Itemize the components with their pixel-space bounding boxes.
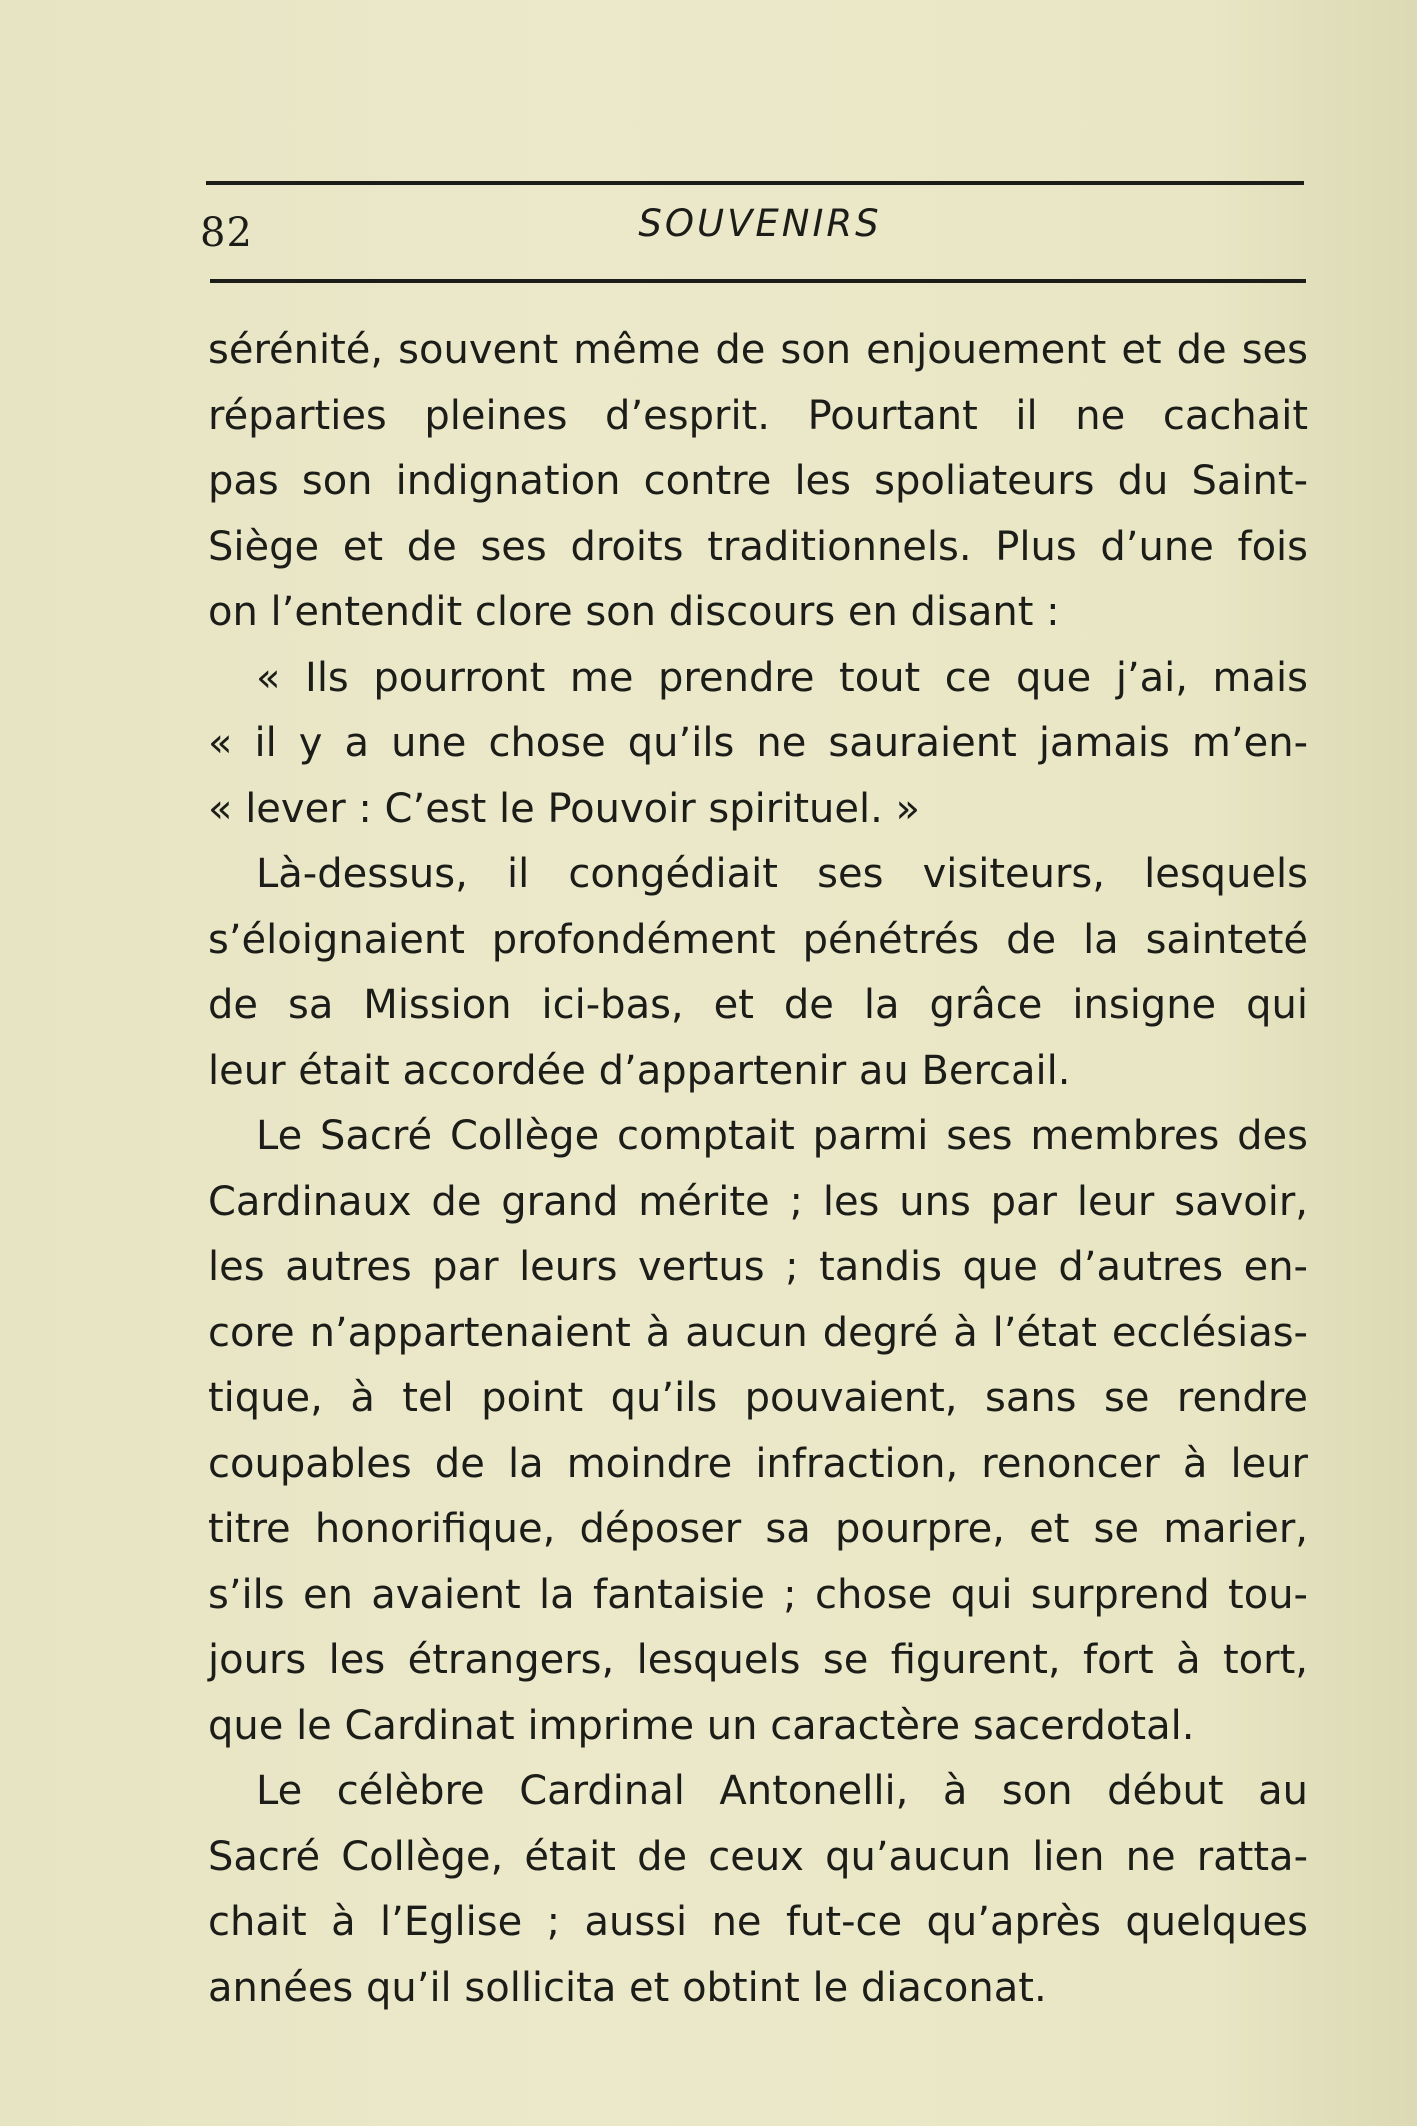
text-line: titre honorifique, déposer sa pourpre, et se marier,	[208, 1506, 1308, 1552]
text-line: de sa Mission ici-bas, et de la grâce insigne qui	[208, 982, 1308, 1028]
text-line: Le Sacré Collège comptait parmi ses membres des	[256, 1113, 1308, 1159]
text-line: s’ils en avaient la fantaisie ; chose qui surprend tou-	[208, 1571, 1308, 1618]
text-line: sérénité, souvent même de son enjouement et de ses	[208, 327, 1308, 373]
text-line: s’éloignaient profondément pénétrés de la sainteté	[208, 916, 1308, 963]
text-line: coupables de la moindre infraction, renoncer à leur	[208, 1440, 1308, 1487]
text-line: jours les étrangers, lesquels se figurent, fort à tort,	[208, 1637, 1308, 1683]
text-line: les autres par leurs vertus ; tandis que d’autres en-	[208, 1244, 1308, 1290]
text-line: Là-dessus, il congédiait ses visiteurs, lesquels	[256, 851, 1308, 897]
header-bottom-rule	[210, 279, 1306, 283]
text-line: core n’appartenaient à aucun degré à l’état ecclésias-	[208, 1309, 1308, 1356]
running-head: SOUVENIRS	[638, 202, 882, 245]
text-line: réparties pleines d’esprit. Pourtant il ne cachait	[208, 392, 1308, 439]
text-line: on l’entendit clore son discours en disant :	[208, 589, 1060, 635]
text-line: Sacré Collège, était de ceux qu’aucun lien ne ratta-	[208, 1833, 1308, 1880]
text-line: leur était accordée d’appartenir au Bercail.	[208, 1047, 1071, 1094]
text-line: Le célèbre Cardinal Antonelli, à son début au	[256, 1768, 1308, 1814]
text-line: « Ils pourront me prendre tout ce que j’ai, mais	[256, 654, 1308, 701]
text-line: que le Cardinat imprime un caractère sacerdotal.	[208, 1702, 1195, 1749]
text-line: tique, à tel point qu’ils pouvaient, sans se rendre	[208, 1375, 1308, 1421]
text-line: « lever : C’est le Pouvoir spirituel. »	[208, 785, 920, 832]
body-text	[208, 318, 1308, 2021]
text-line: années qu’il sollicita et obtint le diaconat.	[208, 1964, 1047, 2011]
text-line: pas son indignation contre les spoliateurs du Saint-	[208, 458, 1308, 504]
text-line: chait à l’Eglise ; aussi ne fut-ce qu’après quelques	[208, 1899, 1308, 1945]
text-line: Cardinaux de grand mérite ; les uns par leur savoir,	[208, 1178, 1308, 1225]
text-line: Siège et de ses droits traditionnels. Plus d’une fois	[208, 523, 1308, 570]
text-line: « il y a une chose qu’ils ne sauraient jamais m’en-	[208, 720, 1308, 766]
page-number: 82	[200, 210, 253, 256]
header-top-rule	[206, 181, 1304, 185]
